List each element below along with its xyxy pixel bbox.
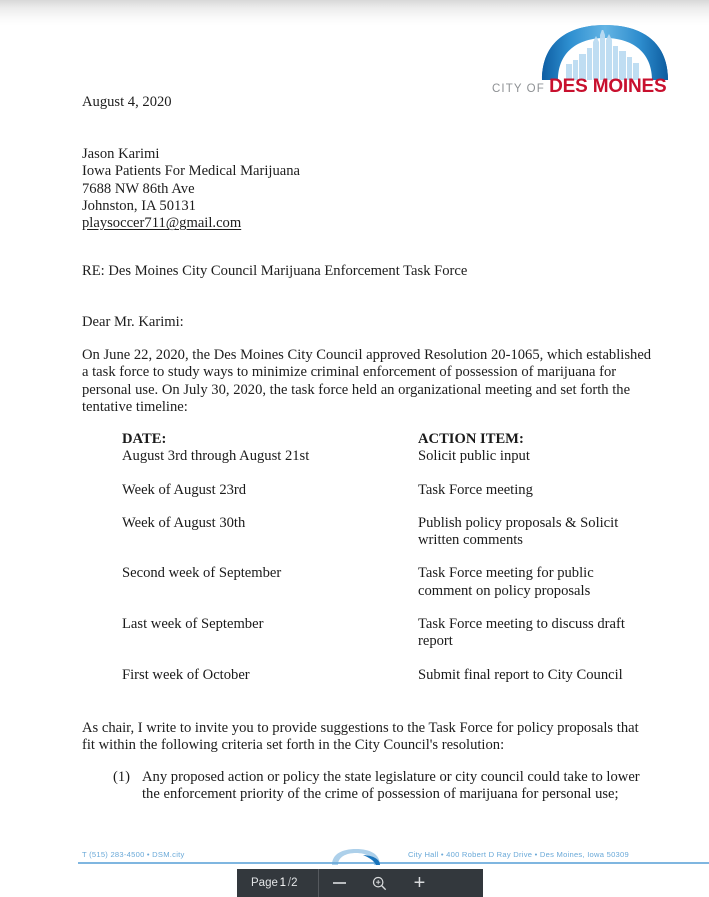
page-footer (0, 848, 709, 870)
logo-des-moines-text: DES MOINES (549, 76, 667, 97)
current-page-input[interactable]: 1 (279, 877, 287, 889)
page-top-shadow (0, 0, 709, 26)
zoom-reset-button[interactable] (359, 869, 399, 897)
logo-wordmark (492, 76, 674, 96)
row-action: Task Force meeting to discuss draft report (418, 616, 625, 650)
salutation: Dear Mr. Karimi: (82, 314, 184, 330)
addressee-block (82, 146, 300, 232)
row-date: Week of August 30th (122, 514, 246, 531)
total-pages: 2 (291, 877, 298, 889)
pdf-viewer-toolbar[interactable] (237, 869, 483, 897)
row-date: First week of October (122, 666, 250, 683)
magnifier-plus-icon (372, 876, 387, 891)
footer-divider-rule (78, 862, 709, 864)
row-action: Solicit public input (418, 448, 530, 465)
addressee-street: 7688 NW 86th Ave (82, 180, 195, 197)
intro-paragraph: On June 22, 2020, the Des Moines City Council approved Resolution 20-1065, which established a task force to study ways to minimize criminal enforcement of possession of marijuana for personal use. On July 30, 2020, the task force held an organizational meeting and set forth the tentative timeline: (82, 347, 652, 415)
row-action: Task Force meeting (418, 481, 533, 498)
logo-city-of-text: CITY OF (492, 83, 550, 95)
page-navigation-group (237, 869, 297, 897)
addressee-email-link[interactable]: playsoccer711@gmail.com (82, 215, 242, 232)
city-of-des-moines-logo (492, 24, 674, 96)
addressee-name: Jason Karimi (82, 146, 160, 162)
row-date: Second week of September (122, 565, 282, 582)
row-date: August 3rd through August 21st (122, 448, 310, 465)
criteria-list (113, 769, 643, 804)
table-header-row (122, 431, 632, 448)
row-action: Submit final report to City Council (418, 666, 623, 683)
row-action: Task Force meeting for public comment on policy proposals (418, 565, 594, 599)
arch-skyline-icon (540, 24, 670, 80)
letter-date: August 4, 2020 (82, 94, 172, 110)
list-item-marker: (1) (113, 769, 131, 785)
timeline-table (122, 431, 632, 700)
table-row (122, 565, 632, 600)
row-date: Week of August 23rd (122, 481, 247, 498)
zoom-out-button[interactable] (319, 869, 359, 897)
table-row (122, 616, 632, 651)
footer-phone-web: T (515) 283-4500 • DSM.city (82, 850, 185, 859)
table-row (122, 515, 632, 550)
minus-icon (333, 882, 346, 884)
column-header-date: DATE: (122, 431, 167, 447)
list-item-text: Any proposed action or policy the state legislature or city council could take to lower the enforcement priority of the crime of possession of marijuana for personal use; (142, 769, 640, 803)
subject-line: RE: Des Moines City Council Marijuana Enforcement Task Force (82, 263, 468, 279)
footer-arch-icon (330, 848, 382, 865)
row-action: Publish policy proposals & Solicit written comments (418, 514, 619, 549)
closing-paragraph: As chair, I write to invite you to provide suggestions to the Task Force for policy proposals that fit within the following criteria set forth in the City Council's resolution: (82, 720, 639, 754)
column-header-action: ACTION ITEM: (418, 431, 524, 447)
addressee-city-state-zip: Johnston, IA 50131 (82, 197, 196, 214)
page-label: Page (251, 877, 278, 889)
table-row (122, 667, 632, 684)
list-item (113, 769, 643, 804)
table-row (122, 482, 632, 499)
plus-icon: + (413, 872, 426, 894)
footer-address: City Hall • 400 Robert D Ray Drive • Des Moines, Iowa 50309 (408, 850, 629, 859)
addressee-organization: Iowa Patients For Medical Marijuana (82, 163, 301, 180)
table-row (122, 448, 632, 465)
page-separator: / (287, 877, 292, 889)
zoom-in-button[interactable] (399, 869, 439, 897)
zoom-controls-group (319, 869, 439, 897)
row-date: Last week of September (122, 616, 264, 633)
